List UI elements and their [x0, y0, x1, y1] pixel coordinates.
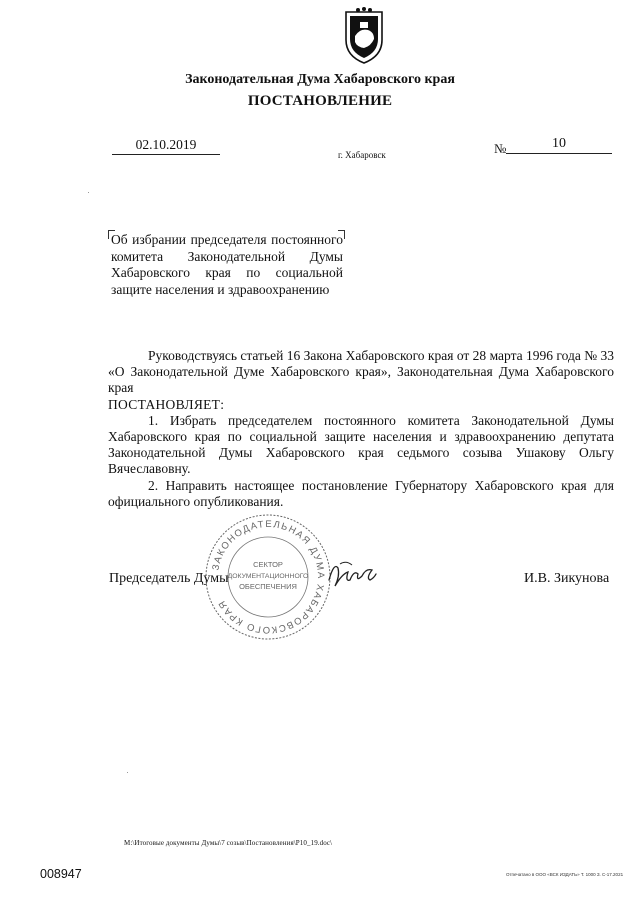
number-sign: №	[494, 141, 507, 156]
coat-of-arms-icon	[338, 6, 390, 66]
scan-speck	[127, 772, 128, 773]
signatory-position: Председатель Думы	[109, 571, 229, 586]
document-body	[108, 348, 614, 510]
file-path: M:\Итоговые документы Думы\7 созыв\Постановления\Р10_19.doc\	[124, 839, 333, 847]
preamble: Руководствуясь статьей 16 Закона Хабаровского края от 28 марта 1996 года № 33 «О Законодательной Думе Хабаровского края», Законодательная Дума Хабаровского края	[108, 348, 614, 396]
item-1: 1. Избрать председателем постоянного комитета Законодательной Думы Хабаровского края по социальной защите населения и здравоохранению депутата Законодательной Думы Хабаровского края седьмого созыва Ушакову Ольгу Вячеславовну.	[108, 412, 614, 477]
document-city: г. Хабаровск	[338, 150, 386, 160]
decree-word: ПОСТАНОВЛЯЕТ:	[108, 396, 225, 412]
stamp-center-line-3: ОБЕСПЕЧЕНИЯ	[239, 582, 297, 591]
item-2: 2. Направить настоящее постановление Губернатору Хабаровского края для официального опубликования.	[108, 477, 614, 509]
stamp-center-line-2: ДОКУМЕНТАЦИОННОГО	[227, 573, 309, 580]
document-title: Об избрании председателя постоянного комитета Законодательной Думы Хабаровского края по социальной защите населения и здравоохранению	[111, 232, 343, 297]
document-date: 02.10.2019	[112, 137, 220, 155]
print-note: Отпечатано в ООО «ВСК ИЗДАТЬ» Т. 1000 З. С-17.2021	[506, 872, 624, 877]
organization-name: Законодательная Дума Хабаровского края	[185, 72, 455, 87]
stamp-ring-text: ЗАКОНОДАТЕЛЬНАЯ ДУМА ХАБАРОВСКОГО КРАЯ	[210, 518, 327, 636]
stamp-center-line-1: СЕКТОР	[253, 560, 283, 569]
scan-speck	[88, 192, 89, 193]
document-number: 10	[506, 136, 612, 154]
handwritten-signature	[326, 556, 378, 592]
document-code: 008947	[40, 867, 82, 881]
signatory-name: И.В. Зикунова	[524, 571, 610, 586]
document-type: ПОСТАНОВЛЕНИЕ	[247, 93, 393, 109]
